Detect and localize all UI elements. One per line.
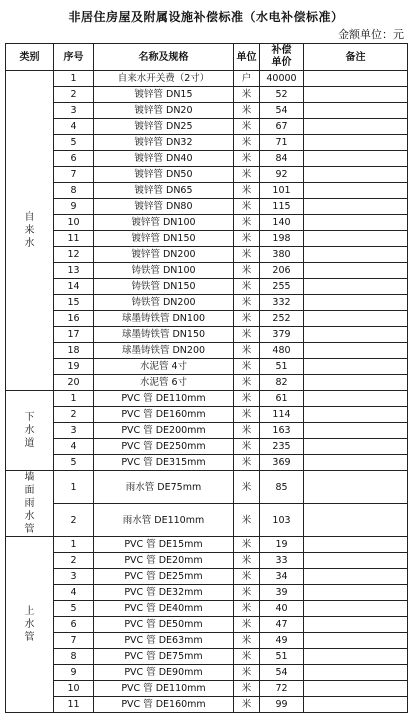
row-seq: 17 — [54, 327, 94, 343]
category-label: 上水管 — [24, 606, 35, 643]
table-row — [6, 343, 408, 359]
row-price: 40 — [260, 601, 304, 617]
row-seq: 10 — [54, 215, 94, 231]
row-seq: 5 — [54, 135, 94, 151]
row-remark — [304, 135, 408, 151]
row-unit: 米 — [234, 247, 260, 263]
row-name: 镀锌管 DN65 — [94, 183, 234, 199]
row-price: 103 — [260, 504, 304, 537]
row-seq: 7 — [54, 633, 94, 649]
row-remark — [304, 71, 408, 87]
row-unit: 米 — [234, 504, 260, 537]
row-name: 自来水开关费（2寸） — [94, 71, 234, 87]
row-remark — [304, 87, 408, 103]
row-remark — [304, 504, 408, 537]
row-unit: 米 — [234, 263, 260, 279]
table-row — [6, 151, 408, 167]
row-price: 82 — [260, 375, 304, 391]
header-seq: 序号 — [54, 44, 94, 71]
row-remark — [304, 633, 408, 649]
row-unit: 米 — [234, 697, 260, 713]
table-row — [6, 617, 408, 633]
row-unit: 米 — [234, 569, 260, 585]
row-price: 101 — [260, 183, 304, 199]
row-seq: 6 — [54, 151, 94, 167]
row-name: PVC 管 DE90mm — [94, 665, 234, 681]
row-unit: 米 — [234, 601, 260, 617]
row-name: PVC 管 DE110mm — [94, 681, 234, 697]
table-row — [6, 119, 408, 135]
table-row — [6, 407, 408, 423]
row-seq: 2 — [54, 87, 94, 103]
row-price: 235 — [260, 439, 304, 455]
row-remark — [304, 183, 408, 199]
row-remark — [304, 359, 408, 375]
row-seq: 5 — [54, 601, 94, 617]
row-remark — [304, 343, 408, 359]
row-name: 镀锌管 DN100 — [94, 215, 234, 231]
category-label: 墙面雨水管 — [24, 472, 35, 535]
row-remark — [304, 391, 408, 407]
row-remark — [304, 439, 408, 455]
table-row — [6, 359, 408, 375]
row-unit: 米 — [234, 119, 260, 135]
row-seq: 11 — [54, 697, 94, 713]
table-row — [6, 391, 408, 407]
table-row — [6, 665, 408, 681]
row-price: 19 — [260, 537, 304, 553]
row-unit: 米 — [234, 439, 260, 455]
table-row — [6, 167, 408, 183]
row-seq: 2 — [54, 407, 94, 423]
row-unit: 米 — [234, 617, 260, 633]
row-price: 206 — [260, 263, 304, 279]
row-seq: 7 — [54, 167, 94, 183]
category-label: 下水道 — [24, 412, 35, 449]
table-row — [6, 295, 408, 311]
row-unit: 米 — [234, 167, 260, 183]
row-remark — [304, 455, 408, 471]
row-unit: 米 — [234, 455, 260, 471]
row-name: 镀锌管 DN32 — [94, 135, 234, 151]
row-name: PVC 管 DE200mm — [94, 423, 234, 439]
row-name: PVC 管 DE315mm — [94, 455, 234, 471]
row-name: 水泥管 6寸 — [94, 375, 234, 391]
row-seq: 1 — [54, 471, 94, 504]
row-price: 332 — [260, 295, 304, 311]
row-price: 369 — [260, 455, 304, 471]
table-row — [6, 553, 408, 569]
row-name: 镀锌管 DN200 — [94, 247, 234, 263]
row-seq: 16 — [54, 311, 94, 327]
row-seq: 15 — [54, 295, 94, 311]
table-row — [6, 311, 408, 327]
table-row — [6, 601, 408, 617]
row-unit: 米 — [234, 553, 260, 569]
row-price: 379 — [260, 327, 304, 343]
row-price: 52 — [260, 87, 304, 103]
row-price: 140 — [260, 215, 304, 231]
row-name: PVC 管 DE75mm — [94, 649, 234, 665]
header-category: 类别 — [6, 44, 54, 71]
table-row — [6, 199, 408, 215]
row-price: 72 — [260, 681, 304, 697]
row-remark — [304, 665, 408, 681]
row-remark — [304, 537, 408, 553]
row-unit: 米 — [234, 423, 260, 439]
row-seq: 3 — [54, 103, 94, 119]
category-water-pipe — [6, 537, 54, 713]
row-seq: 14 — [54, 279, 94, 295]
row-remark — [304, 601, 408, 617]
row-price: 92 — [260, 167, 304, 183]
row-price: 380 — [260, 247, 304, 263]
row-unit: 米 — [234, 311, 260, 327]
row-price: 54 — [260, 665, 304, 681]
row-unit: 米 — [234, 215, 260, 231]
table-row — [6, 537, 408, 553]
row-unit: 米 — [234, 151, 260, 167]
row-remark — [304, 215, 408, 231]
row-unit: 米 — [234, 585, 260, 601]
row-price: 163 — [260, 423, 304, 439]
row-remark — [304, 103, 408, 119]
row-price: 71 — [260, 135, 304, 151]
row-unit: 户 — [234, 71, 260, 87]
table-row — [6, 585, 408, 601]
row-name: 雨水管 DE75mm — [94, 471, 234, 504]
header-unit: 单位 — [234, 44, 260, 71]
row-remark — [304, 311, 408, 327]
row-seq: 5 — [54, 455, 94, 471]
row-unit: 米 — [234, 327, 260, 343]
row-seq: 1 — [54, 71, 94, 87]
row-remark — [304, 649, 408, 665]
row-unit: 米 — [234, 391, 260, 407]
row-unit: 米 — [234, 199, 260, 215]
row-name: 镀锌管 DN50 — [94, 167, 234, 183]
row-name: PVC 管 DE40mm — [94, 601, 234, 617]
row-seq: 11 — [54, 231, 94, 247]
row-price: 33 — [260, 553, 304, 569]
row-name: 球墨铸铁管 DN100 — [94, 311, 234, 327]
row-seq: 4 — [54, 585, 94, 601]
row-name: PVC 管 DE50mm — [94, 617, 234, 633]
row-price: 61 — [260, 391, 304, 407]
row-remark — [304, 119, 408, 135]
header-remark: 备注 — [304, 44, 408, 71]
row-name: PVC 管 DE63mm — [94, 633, 234, 649]
row-seq: 20 — [54, 375, 94, 391]
row-remark — [304, 327, 408, 343]
row-seq: 1 — [54, 537, 94, 553]
row-price: 67 — [260, 119, 304, 135]
row-name: PVC 管 DE160mm — [94, 697, 234, 713]
row-unit: 米 — [234, 295, 260, 311]
table-row — [6, 135, 408, 151]
row-unit: 米 — [234, 537, 260, 553]
row-seq: 19 — [54, 359, 94, 375]
table-row — [6, 649, 408, 665]
table-row — [6, 279, 408, 295]
row-price: 114 — [260, 407, 304, 423]
row-remark — [304, 263, 408, 279]
header-price-label: 补偿单价 — [271, 45, 292, 68]
row-remark — [304, 375, 408, 391]
row-price: 198 — [260, 231, 304, 247]
row-seq: 12 — [54, 247, 94, 263]
row-name: PVC 管 DE160mm — [94, 407, 234, 423]
table-row — [6, 569, 408, 585]
row-remark — [304, 151, 408, 167]
row-name: 镀锌管 DN40 — [94, 151, 234, 167]
row-name: PVC 管 DE250mm — [94, 439, 234, 455]
row-seq: 2 — [54, 553, 94, 569]
row-price: 51 — [260, 359, 304, 375]
row-unit: 米 — [234, 359, 260, 375]
row-unit: 米 — [234, 649, 260, 665]
compensation-table — [5, 43, 408, 713]
table-row — [6, 423, 408, 439]
row-unit: 米 — [234, 231, 260, 247]
row-seq: 13 — [54, 263, 94, 279]
row-unit: 米 — [234, 343, 260, 359]
row-remark — [304, 167, 408, 183]
row-seq: 9 — [54, 665, 94, 681]
row-price: 115 — [260, 199, 304, 215]
row-name: 铸铁管 DN150 — [94, 279, 234, 295]
row-name: 球墨铸铁管 DN200 — [94, 343, 234, 359]
row-name: 球墨铸铁管 DN150 — [94, 327, 234, 343]
row-seq: 3 — [54, 569, 94, 585]
row-name: 镀锌管 DN20 — [94, 103, 234, 119]
row-price: 85 — [260, 471, 304, 504]
header-price — [260, 44, 304, 71]
row-remark — [304, 553, 408, 569]
table-row — [6, 103, 408, 119]
row-price: 40000 — [260, 71, 304, 87]
table-row — [6, 71, 408, 87]
category-water-supply — [6, 71, 54, 391]
row-unit: 米 — [234, 665, 260, 681]
row-seq: 4 — [54, 119, 94, 135]
row-remark — [304, 569, 408, 585]
row-seq: 8 — [54, 183, 94, 199]
table-row — [6, 247, 408, 263]
table-row — [6, 633, 408, 649]
row-name: 镀锌管 DN15 — [94, 87, 234, 103]
row-price: 34 — [260, 569, 304, 585]
row-name: 水泥管 4寸 — [94, 359, 234, 375]
row-remark — [304, 279, 408, 295]
row-price: 51 — [260, 649, 304, 665]
row-price: 54 — [260, 103, 304, 119]
row-name: PVC 管 DE25mm — [94, 569, 234, 585]
table-row — [6, 375, 408, 391]
row-remark — [304, 697, 408, 713]
amount-unit-note: 金额单位：元 — [338, 28, 404, 41]
row-name: 铸铁管 DN100 — [94, 263, 234, 279]
row-name: 镀锌管 DN80 — [94, 199, 234, 215]
row-unit: 米 — [234, 375, 260, 391]
row-price: 99 — [260, 697, 304, 713]
row-seq: 6 — [54, 617, 94, 633]
row-remark — [304, 423, 408, 439]
row-remark — [304, 681, 408, 697]
row-name: PVC 管 DE15mm — [94, 537, 234, 553]
table-row — [6, 215, 408, 231]
row-seq: 2 — [54, 504, 94, 537]
row-name: PVC 管 DE110mm — [94, 391, 234, 407]
table-row — [6, 439, 408, 455]
row-name: PVC 管 DE32mm — [94, 585, 234, 601]
category-rain-pipe — [6, 471, 54, 537]
row-seq: 1 — [54, 391, 94, 407]
row-seq: 3 — [54, 423, 94, 439]
table-row — [6, 231, 408, 247]
row-unit: 米 — [234, 407, 260, 423]
row-unit: 米 — [234, 135, 260, 151]
row-unit: 米 — [234, 633, 260, 649]
table-row — [6, 455, 408, 471]
row-name: 镀锌管 DN150 — [94, 231, 234, 247]
row-seq: 10 — [54, 681, 94, 697]
row-seq: 4 — [54, 439, 94, 455]
page-title: 非居住房屋及附属设施补偿标准（水电补偿标准） — [68, 10, 344, 24]
row-seq: 18 — [54, 343, 94, 359]
row-remark — [304, 471, 408, 504]
row-unit: 米 — [234, 681, 260, 697]
row-remark — [304, 247, 408, 263]
table-row — [6, 681, 408, 697]
row-price: 255 — [260, 279, 304, 295]
table-row — [6, 183, 408, 199]
row-unit: 米 — [234, 183, 260, 199]
table-row — [6, 263, 408, 279]
row-seq: 8 — [54, 649, 94, 665]
table-row — [6, 87, 408, 103]
row-remark — [304, 617, 408, 633]
row-remark — [304, 295, 408, 311]
row-price: 49 — [260, 633, 304, 649]
category-sewer — [6, 391, 54, 471]
row-unit: 米 — [234, 471, 260, 504]
row-unit: 米 — [234, 279, 260, 295]
row-name: 铸铁管 DN200 — [94, 295, 234, 311]
table-row — [6, 504, 408, 537]
row-unit: 米 — [234, 87, 260, 103]
header-name: 名称及规格 — [94, 44, 234, 71]
row-remark — [304, 199, 408, 215]
table-body — [6, 71, 408, 713]
table-row — [6, 471, 408, 504]
row-unit: 米 — [234, 103, 260, 119]
row-name: 镀锌管 DN25 — [94, 119, 234, 135]
row-price: 39 — [260, 585, 304, 601]
row-remark — [304, 231, 408, 247]
row-price: 480 — [260, 343, 304, 359]
row-price: 252 — [260, 311, 304, 327]
row-seq: 9 — [54, 199, 94, 215]
row-name: PVC 管 DE20mm — [94, 553, 234, 569]
category-label: 自来水 — [24, 212, 35, 249]
row-remark — [304, 585, 408, 601]
header-row — [6, 44, 408, 71]
row-remark — [304, 407, 408, 423]
row-price: 47 — [260, 617, 304, 633]
table-row — [6, 697, 408, 713]
row-name: 雨水管 DE110mm — [94, 504, 234, 537]
row-price: 84 — [260, 151, 304, 167]
table-row — [6, 327, 408, 343]
